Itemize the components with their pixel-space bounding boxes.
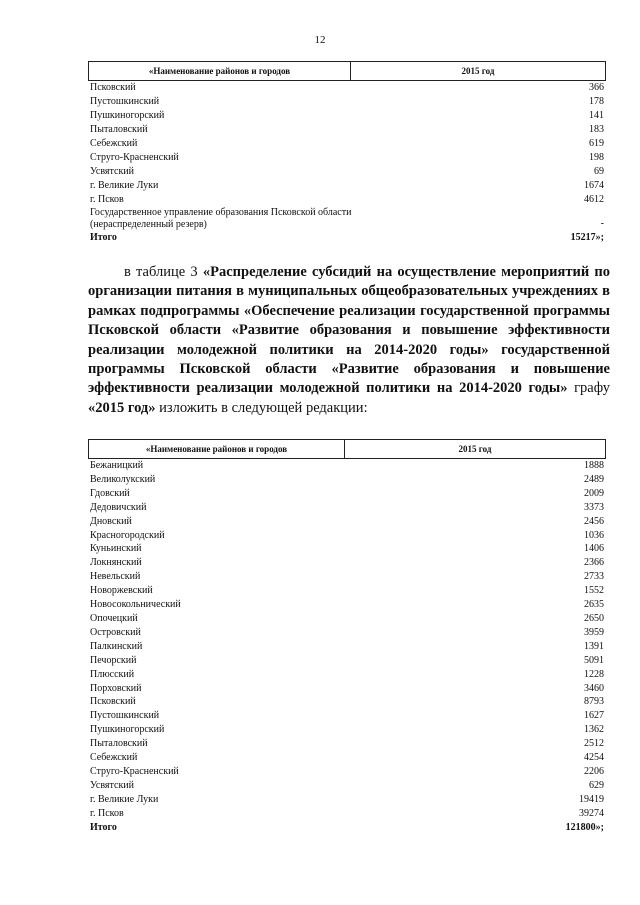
district-name: Дедовичский [90,501,147,513]
subsidy-table-1 [88,61,606,245]
district-name: Усвятский [90,779,134,791]
district-name: Усвятский [90,166,134,177]
district-name: Псковский [90,696,136,708]
district-name: Струго-Красненский [90,152,179,163]
district-value: 1888 [584,460,604,471]
district-name: Опочецкий [90,612,138,624]
district-name: Невельский [90,571,141,583]
district-name: Пустошкинский [90,96,160,107]
table-row [88,626,606,640]
district-value: 629 [589,779,604,791]
table-total-row [88,231,606,245]
header-year: 2015 год [461,66,495,76]
paragraph-text-2: графу [567,380,610,397]
table-header [88,439,606,459]
district-value: 1362 [584,724,604,736]
table-row [88,751,606,765]
table-row [88,459,606,473]
page-number: 12 [314,34,326,46]
table-row [88,556,606,570]
district-value: 178 [589,96,604,107]
district-name: Локнянский [90,557,142,569]
total-label: Итого [90,232,117,243]
district-name: Пушкиногорский [90,110,165,121]
district-name: г. Псков [90,194,124,205]
district-value: 2366 [584,557,604,569]
district-value: 198 [589,152,604,163]
table-row [88,193,606,207]
table-row [88,668,606,682]
district-value: 69 [594,166,604,177]
district-value: 19419 [579,793,604,805]
district-name: г. Великие Луки [90,180,159,191]
district-value: 1627 [584,710,604,722]
district-value: 3460 [584,682,604,694]
table-row [88,165,606,179]
district-value: 3373 [584,501,604,513]
district-name: Порховский [90,682,142,694]
table-row [88,709,606,723]
district-name: г. Великие Луки [90,793,159,805]
table-row [88,95,606,109]
table-row [88,584,606,598]
district-value: 2733 [584,571,604,583]
district-value: 2456 [584,515,604,527]
district-name: Палкинский [90,640,143,652]
district-value: 141 [589,110,604,121]
district-value: 2206 [584,765,604,777]
district-name: Новосокольнический [90,599,181,611]
total-value: 15217»; [570,232,604,243]
district-value: 8793 [584,696,604,708]
district-name: Бежаницкий [90,460,144,471]
district-name: Новоржевский [90,585,153,597]
paragraph-text-3: изложить в следующей редакции: [155,399,368,416]
district-name: Куньинский [90,543,142,555]
table-row [88,793,606,807]
header-year: 2015 год [458,444,492,454]
district-value: 2009 [584,487,604,499]
district-name: Плюсский [90,668,135,680]
paragraph-column-name: «2015 год» [88,399,156,416]
district-name: Гдовский [90,487,130,499]
district-name: Пустошкинский [90,710,160,722]
district-value: 366 [589,82,604,93]
district-name: Себежский [90,752,138,764]
subsidy-table-2 [88,439,606,834]
district-name: Островский [90,626,141,638]
paragraph-text-1: в таблице 3 [124,264,203,280]
district-value: 3959 [584,626,604,638]
district-value: 2650 [584,612,604,624]
district-name: Великолукский [90,473,156,485]
table-row [88,487,606,501]
district-name: г. Псков [90,807,124,819]
table-body [88,81,606,245]
district-value: - [600,218,604,229]
table-row [88,529,606,543]
table-row [88,207,606,231]
district-name: Печорский [90,654,137,666]
table-row [88,81,606,95]
total-value: 121800»; [565,821,604,833]
table-body [88,459,606,834]
total-label: Итого [90,821,117,833]
district-value: 4254 [584,752,604,764]
table-row [88,737,606,751]
table-row [88,779,606,793]
district-name: Дновский [90,515,132,527]
district-value: 1406 [584,543,604,555]
district-name: Струго-Красненский [90,765,179,777]
district-name: Себежский [90,138,138,149]
district-value: 1228 [584,668,604,680]
district-value: 2489 [584,473,604,485]
table-row [88,695,606,709]
district-value: 1674 [584,180,604,191]
table-row [88,654,606,668]
table-row [88,542,606,556]
district-name: Псковский [90,82,136,93]
district-value: 1036 [584,529,604,541]
table-row [88,640,606,654]
header-district-name: «Наименование районов и городов [89,62,351,80]
table-header [88,61,606,81]
district-value: 5091 [584,654,604,666]
district-value: 619 [589,138,604,149]
district-name: Государственное управление образования Псковской области (нераспределенный резерв) [90,207,352,230]
district-value: 4612 [584,194,604,205]
district-value: 1552 [584,585,604,597]
table-row [88,682,606,696]
table-row [88,501,606,515]
amendment-paragraph [88,263,610,418]
district-value: 39274 [579,807,604,819]
district-value: 1391 [584,640,604,652]
table-row [88,598,606,612]
district-value: 183 [589,124,604,135]
district-value: 2512 [584,738,604,750]
table-row [88,473,606,487]
district-name: Пыталовский [90,738,148,750]
table-row [88,515,606,529]
table-row [88,765,606,779]
district-name: Пыталовский [90,124,148,135]
paragraph-table-title: «Распределение субсидий на осуществление мероприятий по организации питания в муниципальных общеобразовательных учреждениях в рамках подпрограммы «Обеспечение реализации государственной программы Псковской области «Развитие образования и повышение эффективности реализации молодежной политики на 2014-2020 годы» государственной программы Псковской области «Развитие образования и повышение эффективности реализации молодежной политики на 2014-2020 годы» [88,264,610,397]
table-row [88,612,606,626]
header-district-name: «Наименование районов и городов [89,440,345,458]
table-row [88,123,606,137]
table-row [88,723,606,737]
table-row [88,807,606,821]
table-row [88,109,606,123]
table-row [88,179,606,193]
table-row [88,570,606,584]
table-row [88,151,606,165]
district-name: Пушкиногорский [90,724,165,736]
district-value: 2635 [584,599,604,611]
table-total-row [88,821,606,835]
district-name: Красногородский [90,529,165,541]
table-row [88,137,606,151]
